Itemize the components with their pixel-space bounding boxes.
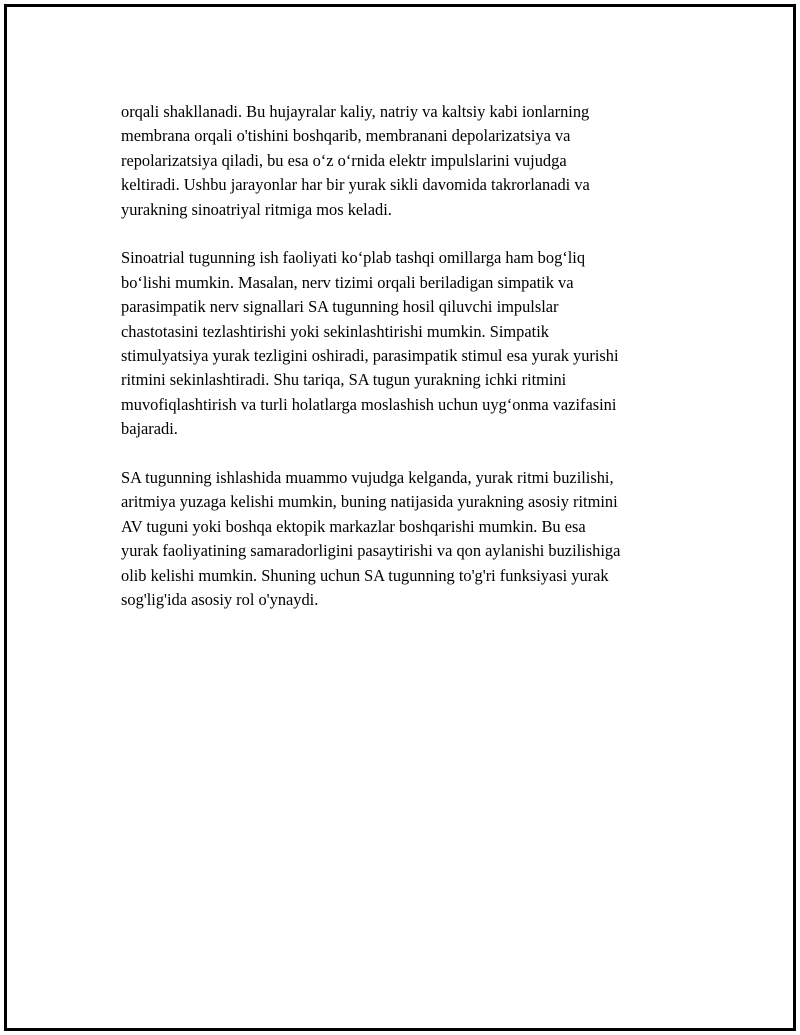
text-line: ritmini sekinlashtiradi. Shu tariqa, SA tugun yurakning ichki ritmini xyxy=(121,370,567,390)
text-line: olib kelishi mumkin. Shuning uchun SA tugunning to'g'ri funksiyasi yurak xyxy=(121,565,609,585)
text-line: AV tuguni yoki boshqa ektopik markazlar boshqarishi mumkin. Bu esa xyxy=(121,516,586,536)
text-line: bo‘lishi mumkin. Masalan, nerv tizimi orqali beriladigan simpatik va xyxy=(121,272,574,292)
text-line: sog'lig'ida asosiy rol o'ynaydi. xyxy=(121,590,319,610)
text-line: orqali shakllanadi. Bu hujayralar kaliy, natriy va kaltsiy kabi ionlarning xyxy=(121,102,590,121)
text-line: muvofiqlashtirish va turli holatlarga moslashish uchun uyg‘onma vazifasini xyxy=(121,394,617,414)
text-line: yurakning sinoatriyal ritmiga mos keladi. xyxy=(121,199,392,219)
paragraph-2 xyxy=(121,246,696,441)
document-body xyxy=(121,100,696,637)
text-line: yurak faoliyatining samaradorligini pasaytirishi va qon aylanishi buzilishiga xyxy=(121,541,621,561)
text-line: Sinoatrial tugunning ish faoliyati ko‘plab tashqi omillarga ham bog‘liq xyxy=(121,248,586,268)
text-line: bajaradi. xyxy=(121,419,178,439)
text-line: membrana orqali o'tishini boshqarib, membranani depolarizatsiya va xyxy=(121,126,571,146)
paragraph-3 xyxy=(121,466,696,612)
text-line: SA tugunning ishlashida muammo vujudga kelganda, yurak ritmi buzilishi, xyxy=(121,468,614,488)
page-frame xyxy=(4,4,796,1031)
paragraph-1 xyxy=(121,100,696,222)
text-line: keltiradi. Ushbu jarayonlar har bir yurak sikli davomida takrorlanadi va xyxy=(121,175,590,195)
text-line: stimulyatsiya yurak tezligini oshiradi, parasimpatik stimul esa yurak yurishi xyxy=(121,346,619,366)
text-line: aritmiya yuzaga kelishi mumkin, buning natijasida yurakning asosiy ritmini xyxy=(121,492,618,512)
text-line: repolarizatsiya qiladi, bu esa o‘z o‘rnida elektr impulslarini vujudga xyxy=(121,150,567,170)
text-line: chastotasini tezlashtirishi yoki sekinlashtirishi mumkin. Simpatik xyxy=(121,321,549,341)
text-line: parasimpatik nerv signallari SA tugunning hosil qiluvchi impulslar xyxy=(121,297,559,317)
